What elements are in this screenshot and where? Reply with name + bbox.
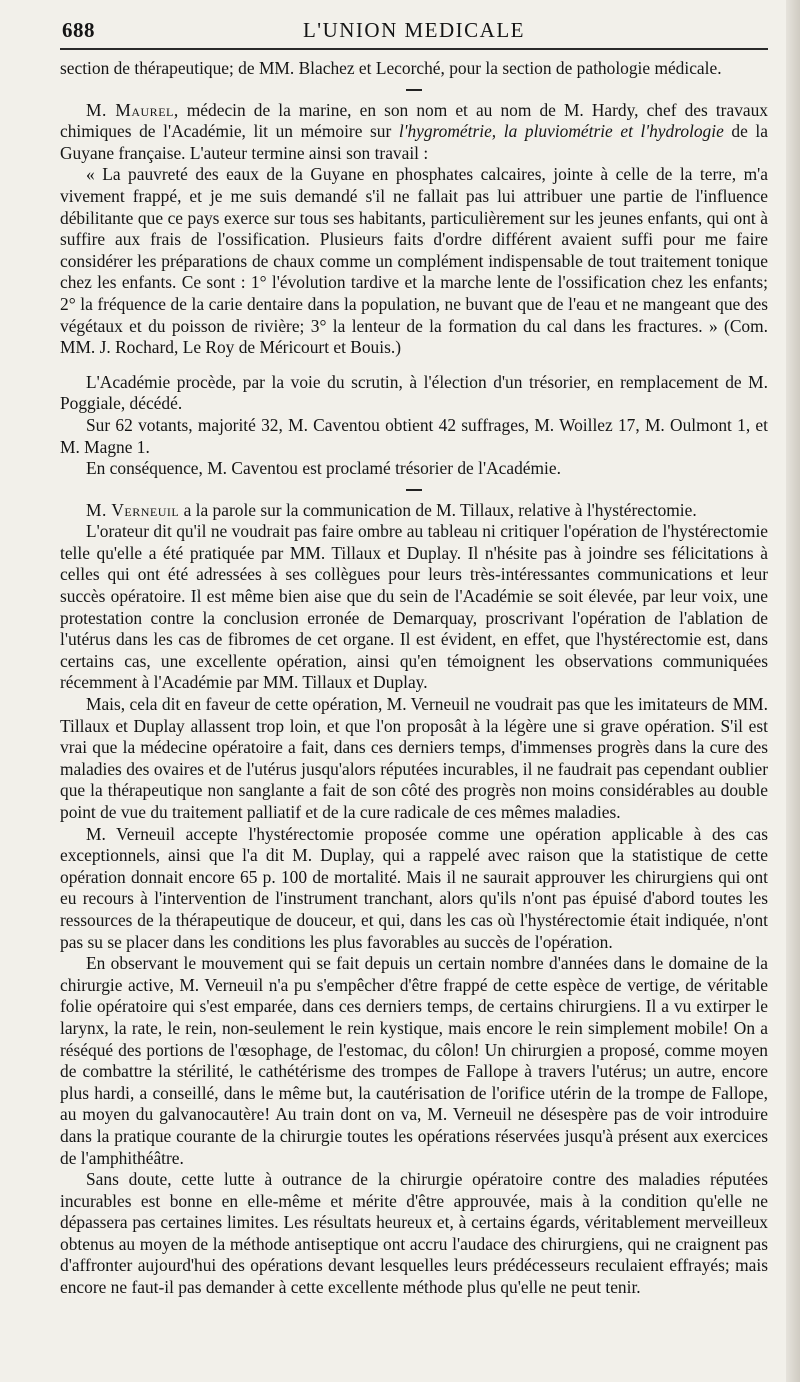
journal-title: L'UNION MEDICALE — [302, 18, 525, 42]
paragraph-verneuil-intro — [60, 500, 768, 522]
running-head — [60, 14, 768, 50]
separator-dash — [406, 489, 422, 491]
page-number: 688 — [62, 18, 95, 42]
paragraph-text: médecin de la marine, en son nom et au nom de M. Hardy, chef des travaux chimiques de l'Académie, lit un mémoire sur — [60, 99, 768, 142]
paragraph-orator: L'orateur dit qu'il ne voudrait pas faire ombre au tableau ni critiquer l'opération de l'hystérectomie telle qu'elle a été pratiquée par MM. Tillaux et Duplay. Il n'hésite pas à joindre ses félicitations à celles qui ont été adressées à ses collègues pour leurs très-intéressantes communications et leur succès opératoire. Il est même bien aise que du sein de l'Académie se soit élevée, par leur voix, une protestation contre la conclusion erronée de Demarquay, proscrivant l'opération de l'ablation de l'utérus dans les cas de fibromes de cet organe. Il est évident, en effet, que l'hystérectomie est, dans certains cas, une excellente opération, ainsi qu'en témoignent les observations communiquées récemment à l'Académie par MM. Tillaux et Duplay. — [60, 521, 768, 693]
journal-page — [60, 14, 768, 1299]
memoir-title: l'hygrométrie, la pluviométrie et l'hydrologie — [398, 121, 724, 142]
paragraph-vote-count: Sur 62 votants, majorité 32, M. Caventou obtient 42 suffrages, M. Woillez 17, M. Oulmont 1, et M. Magne 1. — [60, 414, 768, 457]
separator-dash — [406, 89, 422, 91]
paragraph-text: de la Guyane française. L'auteur termine ainsi son travail : — [60, 121, 768, 163]
paragraph-imitators: Mais, cela dit en faveur de cette opération, M. Verneuil ne voudrait pas que les imitateurs de MM. Tillaux et Duplay allassent trop loin, et que l'on proposât à la légère une si grave opération. S'il est vrai que la médecine opératoire a fait, dans ces derniers temps, d'immenses progrès dans la cure des maladies des ovaires et de l'utérus jusqu'alors réputées incurables, il ne faudrait pas cependant oublier que la thérapeutique non sanglante a fait de son côté des progrès non moins considérables au double point de vue du traitement palliatif et de la cure radicale de ces mêmes maladies. — [60, 694, 768, 822]
paragraph-text: a la parole sur la communication de M. Tillaux, relative à l'hystérectomie. — [179, 499, 697, 520]
paragraph-maurel — [60, 100, 768, 165]
paragraph-observing: En observant le mouvement qui se fait depuis un certain nombre d'années dans le domaine de la chirurgie active, M. Verneuil n'a pu s'empêcher d'être frappé de cette espèce de vertige, de véritable folie opératoire qui s'est emparée, dans ces derniers temps, de certains chirurgiens. Il a vu extirper le larynx, la rate, le rein, non-seulement le rein kystique, mais encore le rein simplement mobile! On a réséqué des portions de l'œsophage, de l'estomac, du côlon! Un chirurgien a proposé, comme moyen de combattre la stérilité, le cathétérisme des trompes de Fallope à travers l'utérus; un autre, encore plus hardi, a conseillé, dans le même but, la cautérisation de l'orifice utérin de la trompe de Fallope, au moyen du galvanocautère! Au train dont on va, M. Verneuil ne désespère pas de voir introduire dans la pratique courante de la chirurgie toutes les opérations réservées jusqu'à présent aux exercices de l'amphithéâtre. — [60, 953, 768, 1168]
paragraph-election: L'Académie procède, par la voie du scrutin, à l'élection d'un trésorier, en remplacement de M. Poggiale, décédé. — [60, 371, 768, 414]
paragraph-section-thérapeutique: section de thérapeutique; de MM. Blachez et Lecorché, pour la section de pathologie médicale. — [60, 58, 722, 78]
paragraph-accepts: M. Verneuil accepte l'hystérectomie proposée comme une opération applicable à des cas exceptionnels, ainsi que l'a dit M. Duplay, qui a rappelé avec raison que la statistique de cette opération donnait encore 65 p. 100 de mortalité. Mais il ne saurait approuver les chirurgiens qui ont eu recours à l'intervention de l'instrument tranchant, alors qu'ils n'ont pas épuisé d'abord toutes les ressources de la thérapeutique de douceur, et qui, dans les cas où l'hystérectomie était indiquée, n'ont pas su se placer dans les conditions les plus favorables au succès de l'opération. — [60, 823, 768, 952]
article-body — [60, 58, 768, 1299]
page-edge-shadow — [786, 0, 800, 1382]
paragraph-quotation: « La pauvreté des eaux de la Guyane en phosphates calcaires, jointe à celle de la terre, m'a vivement frappé, et je me suis demandé s'il ne fallait pas lui attribuer une partie de l'influence débilitante que ce pays exerce sur tous ses habitants, particulièrement sur les jeunes enfants, qui ont à suffire aux frais de l'ossification. Plusieurs faits d'ordre différent avaient suffi pour me faire considérer les préparations de chaux comme un complément indispensable de tout traitement tonique chez les enfants. Ce sont : 1° l'évolution tardive et la marche lente de l'ossification chez les enfants; 2° la fréquence de la carie dentaire dans la population, ne buvant que de l'eau et ne mangeant que des végétaux et du poisson de rivière; 3° la lenteur de la formation du cal dans les fractures. » (Com. MM. J. Rochard, Le Roy de Méricourt et Bouis.) — [60, 164, 768, 358]
speaker-name: M. Maurel, — [86, 99, 179, 120]
paragraph-sans-doute: Sans doute, cette lutte à outrance de la chirurgie opératoire contre des maladies réputées incurables est bonne en elle-même et mérite d'être approuvée, mais à la condition qu'elle ne dépassera pas certaines limites. Les résultats heureux et, à certains égards, véritablement merveilleux obtenus au moyen de la méthode antiseptique ont accru l'audace des chirurgiens, qui ne craignent pas d'affronter aujourd'hui des opérations devant lesquelles leurs prédécesseurs reculaient effrayés; mais encore ne faut-il pas demander à cette excellente méthode plus qu'elle ne peut tenir. — [60, 1169, 768, 1298]
speaker-name: M. Verneuil — [86, 499, 180, 520]
paragraph-proclamation: En conséquence, M. Caventou est proclamé trésorier de l'Académie. — [86, 458, 561, 479]
